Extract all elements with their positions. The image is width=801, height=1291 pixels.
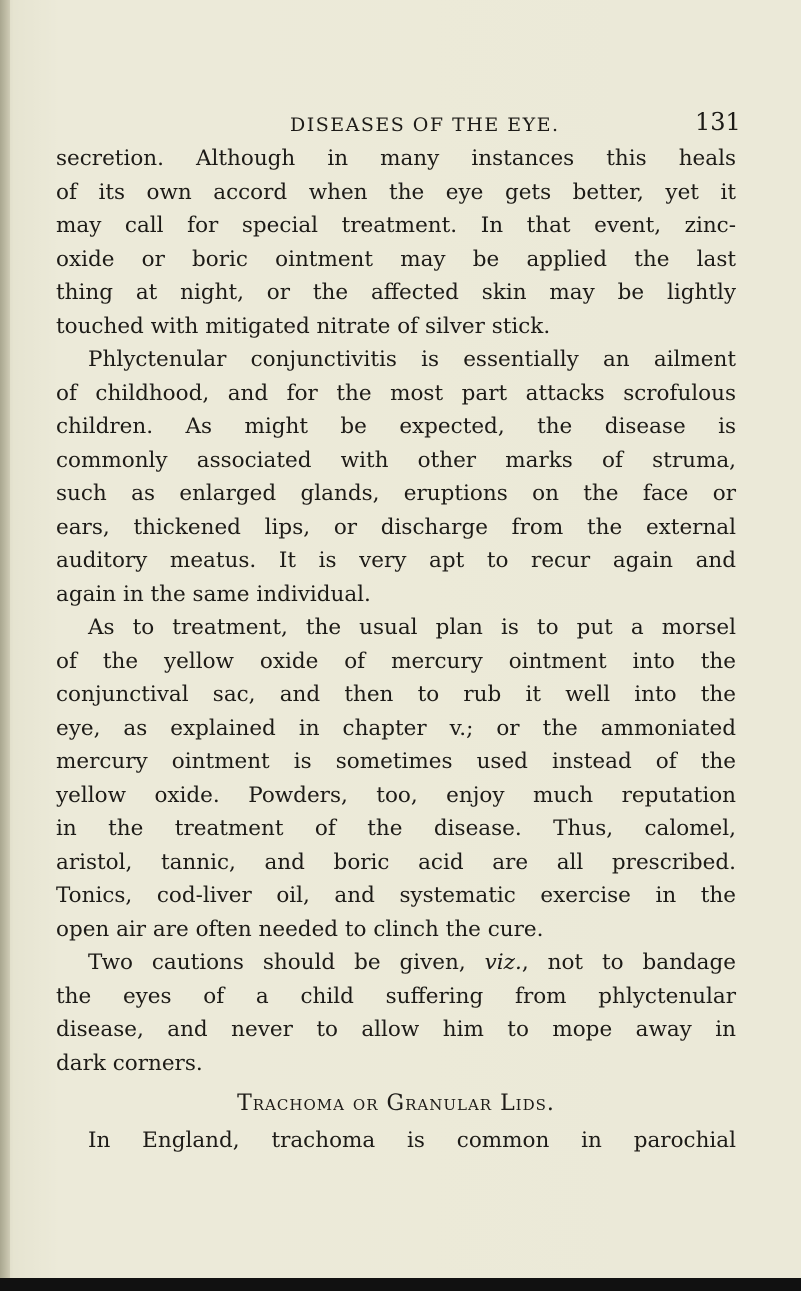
text-line: again in the same individual.: [56, 581, 371, 607]
page-bottom-edge: [0, 1278, 801, 1291]
text-line: disease, and never to allow him to mope away in: [56, 1017, 736, 1042]
paragraph-start-line: [56, 946, 736, 980]
text-line: aristol, tannic, and boric acid are all prescribed.: [56, 849, 736, 875]
text-line: of the yellow oxide of mercury ointment into the: [56, 648, 736, 674]
text-line: children. As might be expected, the disease is: [56, 414, 736, 439]
text-line: touched with mitigated nitrate of silver stick.: [56, 313, 551, 339]
page-number: 131: [695, 108, 741, 136]
text-line: such as enlarged glands, eruptions on the face or: [56, 481, 736, 506]
page-spine-shadow: [0, 0, 10, 1291]
text-line: ears, thickened lips, or discharge from the external: [56, 514, 736, 540]
text-line: eye, as explained in chapter v.; or the ammoniated: [56, 715, 736, 741]
text-line: auditory meatus. It is very apt to recur again and: [56, 548, 736, 573]
text-line: open air are often needed to clinch the cure.: [56, 916, 544, 942]
caution-text-before: Two cautions should be given,: [88, 950, 485, 975]
paragraph-start-line: Phlyctenular conjunctivitis is essentially an ailment: [88, 347, 736, 372]
page-header: [0, 108, 801, 144]
text-line: Tonics, cod-liver oil, and systematic exercise in the: [56, 883, 736, 908]
text-line: thing at night, or the affected skin may be lightly: [56, 280, 736, 305]
caution-italic: viz.: [484, 950, 522, 975]
text-line: conjunctival sac, and then to rub it well into the: [56, 682, 736, 707]
text-line: secretion. Although in many instances this heals: [56, 146, 736, 171]
paragraph-start-line: In England, trachoma is common in parochial: [88, 1128, 736, 1153]
text-line: the eyes of a child suffering from phlyctenular: [56, 983, 736, 1009]
text-line: yellow oxide. Powders, too, enjoy much reputation: [56, 782, 736, 808]
body-text: [56, 142, 736, 1158]
text-line: of its own accord when the eye gets better, yet it: [56, 179, 736, 205]
text-line: mercury ointment is sometimes used instead of the: [56, 749, 736, 774]
text-line: dark corners.: [56, 1050, 203, 1076]
running-head: DISEASES OF THE EYE.: [290, 114, 560, 136]
paragraph-start-line: As to treatment, the usual plan is to put a morsel: [88, 615, 736, 640]
text-line: in the treatment of the disease. Thus, calomel,: [56, 816, 736, 841]
text-line: of childhood, and for the most part attacks scrofulous: [56, 380, 736, 406]
text-line: may call for special treatment. In that event, zinc-: [56, 213, 736, 238]
caution-text-after: , not to bandage: [521, 950, 736, 975]
section-heading: Trachoma or Granular Lids.: [237, 1091, 555, 1116]
text-line: oxide or boric ointment may be applied the last: [56, 246, 736, 272]
text-line: commonly associated with other marks of struma,: [56, 447, 736, 473]
